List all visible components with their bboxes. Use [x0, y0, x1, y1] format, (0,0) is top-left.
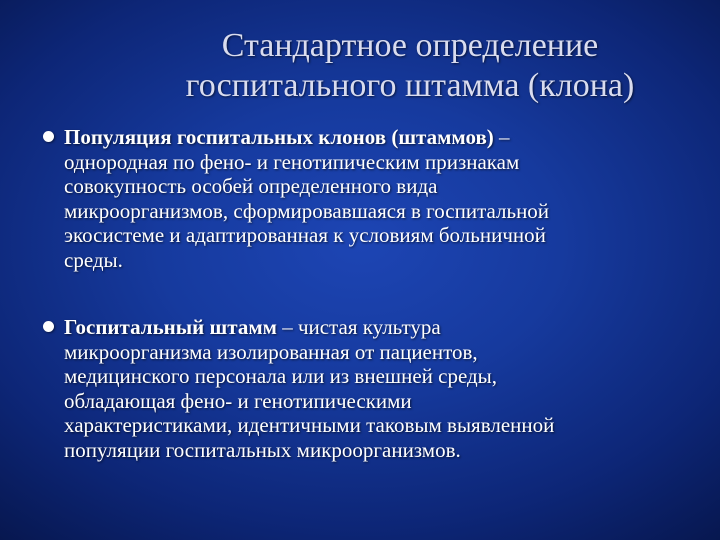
bullet-line: совокупность особей определенного вида: [64, 174, 438, 198]
bullet-dot-icon: [43, 131, 54, 142]
bullet-line: популяции госпитальных микроорганизмов.: [64, 437, 461, 462]
bullet-line: однородная по фено- и генотипическим признакам: [64, 149, 520, 174]
bullet-line: характеристиками, идентичными таковым выявленной: [64, 413, 555, 437]
bullet-term: Популяция госпитальных клонов (штаммов): [64, 125, 494, 149]
bullet-line: экосистеме и адаптированная к условиям больничной: [64, 223, 546, 247]
bullet-list: [40, 125, 680, 462]
bullet-first-rest: –: [493, 125, 510, 149]
bullet-first-line: [64, 125, 680, 150]
bullet-dot-icon: [43, 321, 54, 332]
bullet-first-line: [64, 315, 680, 340]
bullet-item-hospital-strain: [40, 315, 680, 462]
bullet-item-hospital-clone-population: [40, 125, 680, 272]
bullet-term: Госпитальный штамм: [64, 315, 277, 339]
bullet-line: медицинского персонала или из внешней среды,: [64, 364, 498, 388]
bullet-line: микроорганизма изолированная от пациентов,: [64, 339, 478, 364]
bullet-line: микроорганизмов, сформировавшаяся в госпитальной: [64, 198, 550, 223]
bullet-line: обладающая фено- и генотипическими: [64, 388, 412, 413]
title-line-2: госпитального штамма (клона): [185, 67, 635, 104]
title-line-1: Стандартное определение: [221, 27, 599, 64]
bullet-first-rest: – чистая культура: [276, 315, 441, 339]
slide-title: [110, 26, 710, 106]
bullet-line: среды.: [64, 247, 123, 272]
